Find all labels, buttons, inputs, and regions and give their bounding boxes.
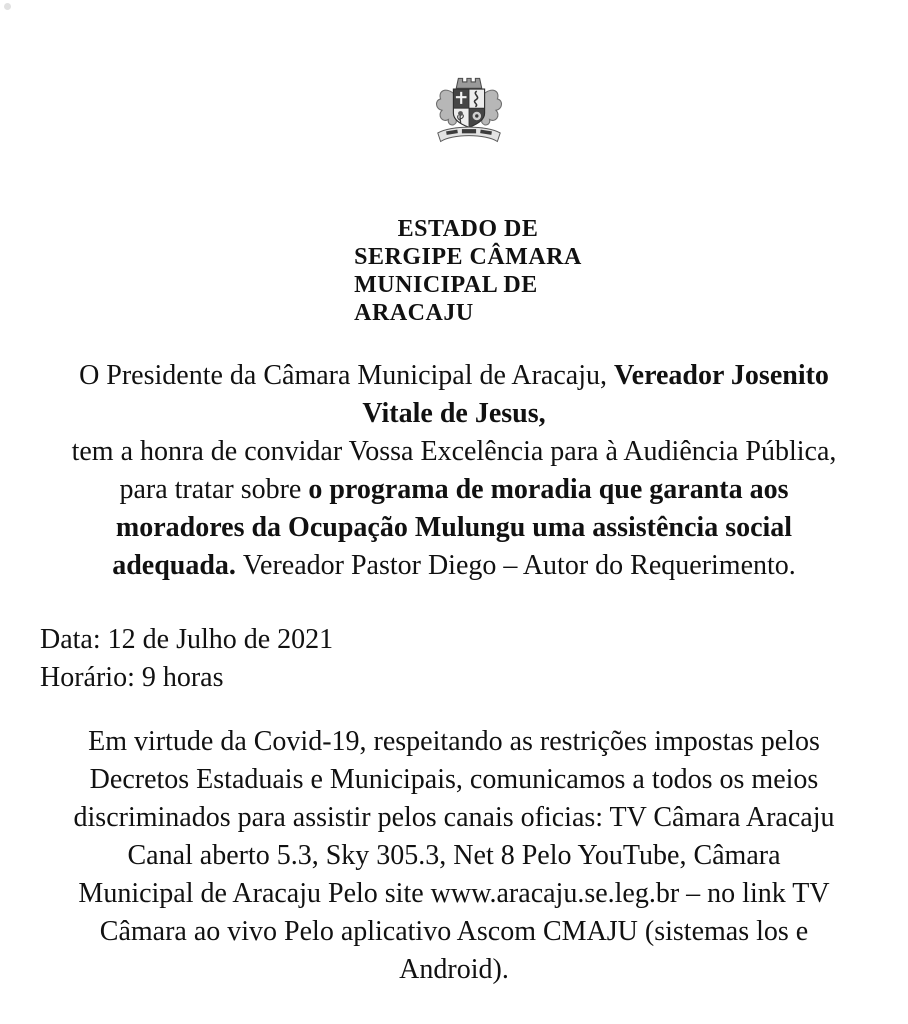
broadcast-line-5: Municipal de Aracaju Pelo site www.aracaju.se.leg.br – no link TV: [78, 878, 830, 909]
letterhead-line-3: MUNICIPAL DE: [354, 272, 538, 298]
invitation-line-4-bold: o programa de moradia que garanta aos: [308, 474, 789, 505]
crest-row: [0, 0, 908, 155]
letterhead-row: [0, 215, 908, 327]
letterhead: [354, 215, 582, 327]
schedule-block: [0, 621, 908, 697]
invitation-line-6-regular: Vereador Pastor Diego – Autor do Requerimento.: [242, 550, 796, 581]
broadcast-line-4: Canal aberto 5.3, Sky 305.3, Net 8 Pelo YouTube, Câmara: [127, 840, 781, 871]
invitation-line-2-bold: Vitale de Jesus,: [362, 398, 546, 429]
date-line: Data: 12 de Julho de 2021: [40, 624, 334, 655]
invitation-line-6-bold: adequada.: [112, 550, 243, 581]
time-line: Horário: 9 horas: [40, 662, 224, 693]
invitation-line-5: [40, 509, 868, 547]
coat-of-arms-icon: [426, 72, 512, 150]
invitation-line-3-regular: tem a honra de convidar Vossa Excelência para à Audiência Pública,: [71, 436, 837, 467]
broadcast-line-6: Câmara ao vivo Pelo aplicativo Ascom CMAJU (sistemas los e: [99, 916, 809, 947]
letterhead-line-1: ESTADO DE: [397, 216, 539, 242]
broadcast-line-2: Decretos Estaduais e Municipais, comunicamos a todos os meios: [89, 764, 819, 795]
broadcast-line-3: discriminados para assistir pelos canais oficias: TV Câmara Aracaju: [73, 802, 835, 833]
invitation-line-2: [40, 395, 868, 433]
invitation-line-1-bold: Vereador Josenito: [614, 360, 829, 391]
letterhead-line-2: SERGIPE CÂMARA: [354, 244, 582, 270]
invitation-line-6: [40, 547, 868, 585]
broadcast-line-7: Android).: [399, 954, 509, 985]
invitation-line-1: [40, 357, 868, 395]
invitation-line-4: [40, 471, 868, 509]
letterhead-line-4: ARACAJU: [354, 300, 474, 326]
invitation-line-1-regular: O Presidente da Câmara Municipal de Aracaju,: [79, 360, 614, 391]
invitation-line-3: [40, 433, 868, 471]
invitation-line-4-regular: para tratar sobre: [119, 474, 309, 505]
broadcast-paragraph: [0, 723, 908, 989]
broadcast-line-1: Em virtude da Covid-19, respeitando as restrições impostas pelos: [88, 726, 820, 757]
invitation-line-5-bold: moradores da Ocupação Mulungu uma assistência social: [115, 512, 793, 543]
scan-artifact-dot: [4, 3, 11, 10]
invitation-paragraph: [0, 357, 908, 585]
